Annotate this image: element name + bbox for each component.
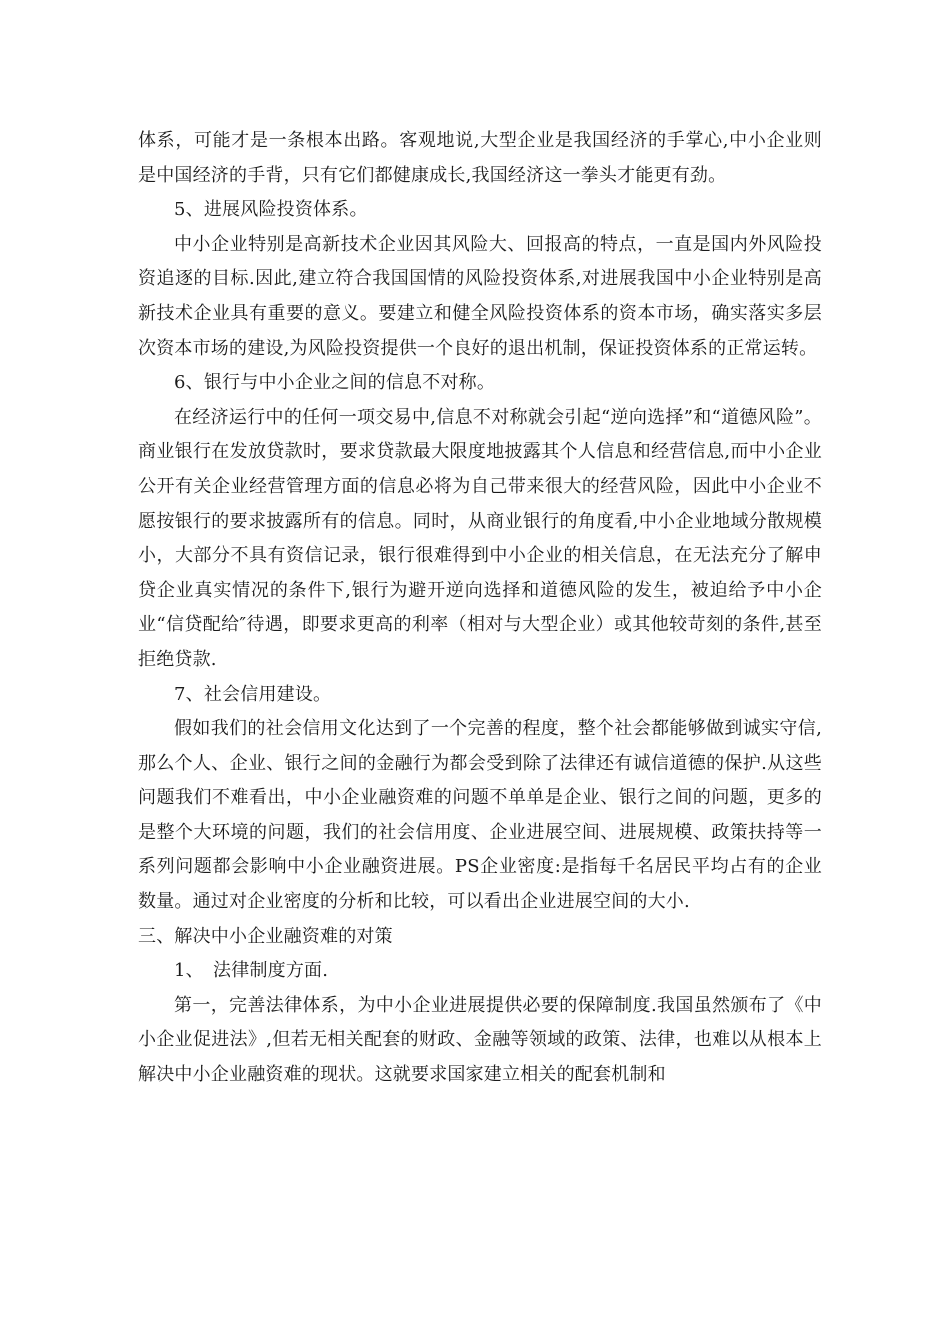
document-body xyxy=(138,124,822,1093)
paragraph: 第一，完善法律体系，为中小企业进展提供必要的保障制度.我国虽然颁布了《中小企业促进法》,但若无相关配套的财政、金融等领域的政策、法律，也难以从根本上解决中小企业融资难的现状。这就要求国家建立相关的配套机制和 xyxy=(138,994,822,1086)
paragraph: 体系，可能才是一条根本出路。客观地说,大型企业是我国经济的手掌心,中小企业则是中国经济的手背，只有它们都健康成长,我国经济这一拳头才能更有劲。 xyxy=(138,130,822,186)
section-heading-6: 6、银行与中小企业之间的信息不对称。 xyxy=(174,372,496,394)
paragraph: 中小企业特别是高新技术企业因其风险大、回报高的特点，一直是国内外风险投资追逐的目标.因此,建立符合我国国情的风险投资体系,对进展我国中小企业特别是高新技术企业具有重要的意义。要建立和健全风险投资体系的资本市场，确实落实多层次资本市场的建设,为风险投资提供一个良好的退出机制，保证投资体系的正常运转。 xyxy=(138,233,822,359)
section-heading-7: 7、社会信用建设。 xyxy=(174,683,332,705)
paragraph: 假如我们的社会信用文化达到了一个完善的程度，整个社会都能够做到诚实守信,那么个人、企业、银行之间的金融行为都会受到除了法律还有诚信道德的保护.从这些问题我们不难看出，中小企业融资难的问题不单单是企业、银行之间的问题，更多的是整个大环境的问题，我们的社会信用度、企业进展空间、进展规模、政策扶持等一系列问题都会影响中小企业融资进展。PS企业密度:是指每千名居民平均占有的企业数量。通过对企业密度的分析和比较，可以看出企业进展空间的大小. xyxy=(138,718,822,913)
subsection-heading-1: 1、 法律制度方面. xyxy=(174,960,329,982)
section-heading-5: 5、进展风险投资体系。 xyxy=(174,199,368,221)
paragraph: 在经济运行中的任何一项交易中,信息不对称就会引起“逆向选择”和“道德风险”。商业银行在发放贷款时，要求贷款最大限度地披露其个人信息和经营信息,而中小企业公开有关企业经营管理方面的信息必将为自己带来很大的经营风险，因此中小企业不愿按银行的要求披露所有的信息。同时，从商业银行的角度看,中小企业地域分散规模小，大部分不具有资信记录，银行很难得到中小企业的相关信息，在无法充分了解申贷企业真实情况的条件下,银行为避开逆向选择和道德风险的发生，被迫给予中小企业“信贷配给″待遇，即要求更高的利率（相对与大型企业）或其他较苛刻的条件,甚至拒绝贷款. xyxy=(138,406,822,670)
chapter-heading: 三、解决中小企业融资难的对策 xyxy=(138,925,393,947)
